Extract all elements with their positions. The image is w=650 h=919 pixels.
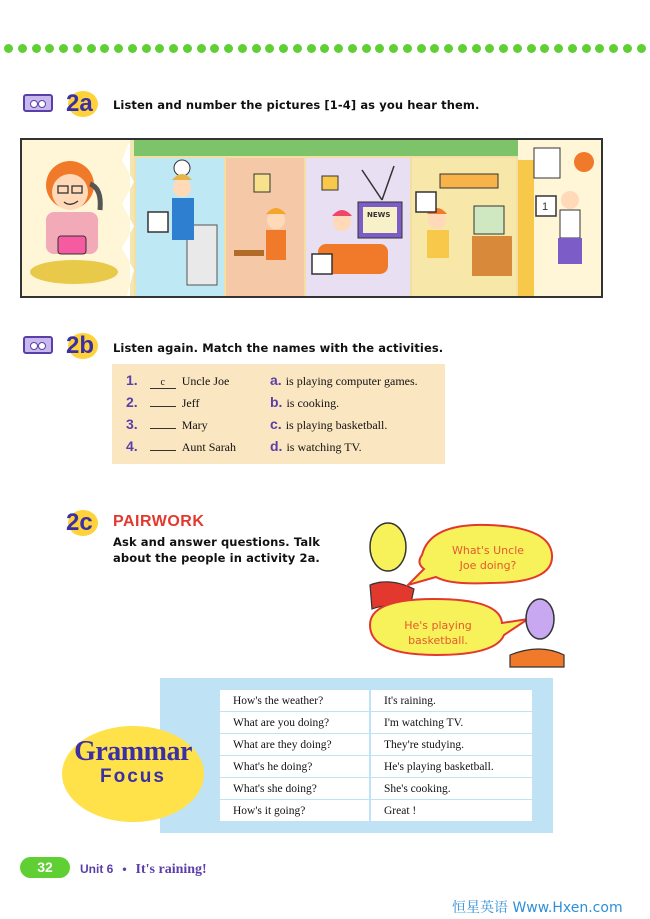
cassette-icon bbox=[23, 94, 53, 112]
grammar-answer: He's playing basketball. bbox=[370, 756, 532, 778]
grammar-focus-table bbox=[220, 690, 532, 822]
name-row bbox=[126, 372, 229, 390]
activity-letter: d. bbox=[270, 438, 283, 454]
unit-title: It's raining! bbox=[135, 862, 207, 877]
name-number: 3. bbox=[126, 416, 138, 432]
house-scene-illustration bbox=[22, 140, 603, 298]
grammar-question: What are they doing? bbox=[220, 734, 370, 756]
tv-news-label: NEWS bbox=[367, 211, 391, 219]
activity-2c-badge: 2c bbox=[66, 509, 93, 536]
matching-table bbox=[112, 364, 445, 464]
top-person-head bbox=[370, 523, 406, 571]
name-row bbox=[126, 394, 199, 412]
activity-2b-instruction: Listen again. Match the names with the activities. bbox=[113, 341, 444, 355]
clock-icon bbox=[174, 160, 190, 176]
name-row bbox=[126, 416, 208, 434]
unit-label: Unit 6 bbox=[80, 862, 114, 876]
activity-row bbox=[270, 438, 362, 456]
boy-legs bbox=[30, 260, 118, 284]
pairwork-title: PAIRWORK bbox=[113, 513, 205, 530]
uncle-joe bbox=[558, 238, 582, 264]
grammar-answer: They're studying. bbox=[370, 734, 532, 756]
cassette-icon bbox=[23, 336, 53, 354]
pairwork-instruction-line2: about the people in activity 2a. bbox=[113, 551, 320, 565]
name-number: 1. bbox=[126, 372, 138, 388]
table-row bbox=[220, 712, 532, 734]
activity-2b-badge: 2b bbox=[66, 332, 95, 359]
table-row bbox=[220, 734, 532, 756]
name-label: Aunt Sarah bbox=[181, 440, 237, 454]
grammar-question: What's he doing? bbox=[220, 756, 370, 778]
unit-info bbox=[80, 860, 207, 878]
basketball bbox=[574, 152, 594, 172]
table-row bbox=[220, 800, 532, 822]
name-number: 2. bbox=[126, 394, 138, 410]
bubble-question-line1: What's Uncle bbox=[451, 544, 525, 557]
grammar-question: How's it going? bbox=[220, 800, 370, 822]
top-dotted-border bbox=[0, 44, 650, 58]
grammar-question: What's she doing? bbox=[220, 778, 370, 800]
basketball-hoop bbox=[534, 148, 560, 178]
bubble-question bbox=[428, 543, 548, 573]
boy-at-computer bbox=[427, 230, 449, 258]
name-label: Jeff bbox=[181, 396, 200, 410]
table-row bbox=[220, 778, 532, 800]
telephone-icon bbox=[58, 236, 86, 254]
bubble-answer bbox=[376, 618, 500, 648]
pairwork-instruction-line1: Ask and answer questions. Talk bbox=[113, 535, 320, 549]
name-label: Mary bbox=[181, 418, 208, 432]
grammar-question: What are you doing? bbox=[220, 712, 370, 734]
name-number: 4. bbox=[126, 438, 138, 454]
activity-text: is watching TV. bbox=[286, 440, 362, 454]
activity-2a-badge: 2a bbox=[66, 90, 93, 117]
bubble-question-line2: Joe doing? bbox=[459, 559, 517, 572]
table-row bbox=[220, 690, 532, 712]
picture-number-box bbox=[416, 192, 436, 212]
grammar-answer: It's raining. bbox=[370, 690, 532, 712]
picture-number-box bbox=[312, 254, 332, 274]
grammar-focus-title-line2: Focus bbox=[100, 766, 166, 787]
girl-on-phone bbox=[266, 230, 286, 260]
activity-text: is cooking. bbox=[286, 396, 340, 410]
watermark: 恒星英语 Www.Hxen.com bbox=[452, 900, 623, 916]
bubble-answer-line1: He's playing bbox=[404, 619, 472, 632]
example-number: 1 bbox=[542, 201, 549, 213]
bottom-person-head bbox=[526, 599, 554, 639]
activity-row bbox=[270, 394, 339, 412]
grammar-answer: I'm watching TV. bbox=[370, 712, 532, 734]
activity-text: is playing basketball. bbox=[285, 418, 388, 432]
scene-illustration bbox=[20, 138, 603, 298]
unit-separator: • bbox=[122, 862, 127, 876]
activity-text: is playing computer games. bbox=[285, 374, 418, 388]
answer-blank[interactable]: c bbox=[150, 377, 176, 389]
activity-row bbox=[270, 416, 387, 434]
name-label: Uncle Joe bbox=[181, 374, 230, 388]
grammar-question: How's the weather? bbox=[220, 690, 370, 712]
table-row bbox=[220, 756, 532, 778]
grammar-answer: Great ! bbox=[370, 800, 532, 822]
answer-blank[interactable] bbox=[150, 406, 176, 407]
activity-2a-instruction: Listen and number the pictures [1-4] as you hear them. bbox=[113, 98, 480, 112]
activity-letter: b. bbox=[270, 394, 283, 410]
activity-letter: a. bbox=[270, 372, 282, 388]
name-row bbox=[126, 438, 236, 456]
cooking-woman bbox=[172, 198, 194, 240]
answer-blank[interactable] bbox=[150, 428, 176, 429]
activity-letter: c. bbox=[270, 416, 282, 432]
bubble-answer-line2: basketball. bbox=[408, 634, 468, 647]
grammar-answer: She's cooking. bbox=[370, 778, 532, 800]
grammar-focus-title-line1: Grammar bbox=[74, 736, 192, 767]
answer-blank[interactable] bbox=[150, 450, 176, 451]
picture-number-box bbox=[148, 212, 168, 232]
activity-row bbox=[270, 372, 418, 390]
computer-screen bbox=[474, 206, 504, 234]
page-number: 32 bbox=[20, 857, 70, 878]
